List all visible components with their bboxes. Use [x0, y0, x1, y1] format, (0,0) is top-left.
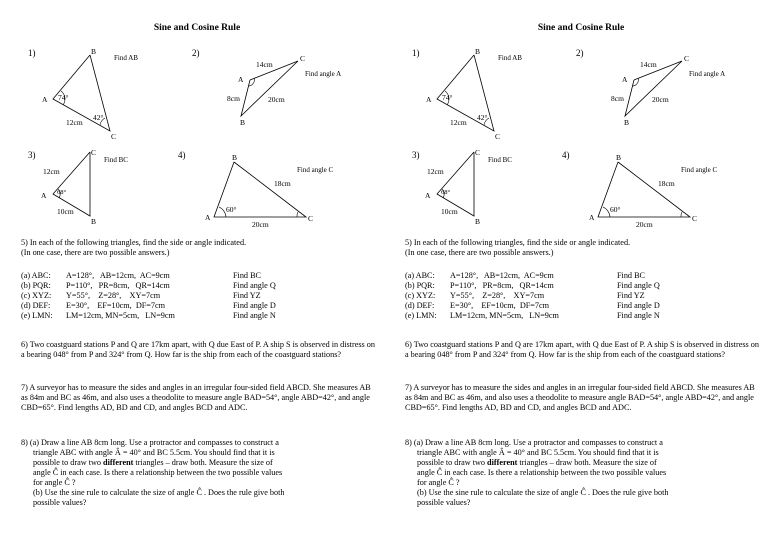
row-given: P=110°, PR=8cm, QR=14cm	[66, 281, 170, 290]
vertex-label-a: A	[426, 95, 432, 104]
vertex-label-b: B	[624, 118, 630, 127]
q8-line: for angle Ĉ ?	[33, 478, 76, 487]
angle-label: 68°	[57, 189, 67, 196]
vertex-label-a: A	[41, 191, 47, 200]
side-label: 18cm	[658, 179, 675, 188]
row-given: E=30°, EF=10cm, DF=7cm	[450, 301, 549, 310]
row-find: Find angle N	[617, 311, 660, 320]
triangle-figure-4	[196, 152, 316, 242]
row-find: Find angle D	[617, 301, 660, 310]
q5-intro	[21, 238, 341, 258]
side-label: 14cm	[256, 60, 273, 69]
q8-line: (b) Use the sine rule to calculate the size of angle Ĉ . Does the rule give both	[417, 488, 669, 497]
row-find: Find BC	[233, 271, 261, 280]
vertex-label-b: B	[240, 118, 246, 127]
figure-3-task: Find BC	[104, 156, 128, 164]
vertex-label-c: C	[308, 214, 314, 223]
vertex-label-c: C	[684, 54, 690, 63]
side-label: 8cm	[227, 94, 240, 103]
worksheet-left	[10, 0, 384, 543]
figure-1-task: Find AB	[498, 54, 522, 62]
row-label: (c) XYZ:	[405, 291, 436, 300]
row-label: (e) LMN:	[405, 311, 437, 320]
side-label: 20cm	[636, 220, 653, 229]
q5-table	[21, 271, 343, 321]
triangle-figure-1	[35, 45, 135, 145]
angle-label: 42°	[477, 113, 488, 122]
angle-label: 60°	[610, 205, 621, 214]
triangle-figure-2	[218, 48, 318, 133]
row-find: Find angle D	[233, 301, 276, 310]
figure-1-number: 1)	[412, 48, 420, 58]
q8-text: triangles – draw both. Measure the size of	[517, 458, 657, 467]
q5-table	[405, 271, 727, 321]
figure-4-number: 4)	[178, 150, 186, 160]
side-label: 12cm	[450, 118, 467, 127]
figure-4-number: 4)	[562, 150, 570, 160]
vertex-label-a: A	[425, 191, 431, 200]
row-given: A=128°, AB=12cm, AC=9cm	[66, 271, 170, 280]
figure-2-task: Find angle A	[689, 70, 726, 78]
row-find: Find YZ	[617, 291, 645, 300]
q5-row	[405, 301, 727, 311]
q5-intro-line: 5) In each of the following triangles, find the side or angle indicated.	[21, 238, 247, 247]
row-find: Find angle N	[233, 311, 276, 320]
q5-row	[405, 311, 727, 321]
figure-3-number: 3)	[28, 150, 36, 160]
side-label: 12cm	[66, 118, 83, 127]
vertex-label-c: C	[91, 148, 97, 157]
vertex-label-a: A	[238, 75, 244, 84]
q8-line: possible values?	[33, 498, 87, 507]
angle-label: 60°	[226, 205, 237, 214]
q5-row	[405, 291, 727, 301]
q8-text: possible to draw two	[33, 458, 104, 467]
figure-1-task: Find AB	[114, 54, 138, 62]
q5-row	[405, 281, 727, 291]
side-label: 12cm	[43, 167, 60, 176]
figure-2-number: 2)	[576, 48, 584, 58]
row-given: LM=12cm, MN=5cm, LN=9cm	[66, 311, 175, 320]
vertex-label-a: A	[622, 75, 628, 84]
row-label: (a) ABC:	[21, 271, 51, 280]
q8-line: angle Ĉ in each case. Is there a relationship between the two possible values	[417, 468, 667, 477]
side-label: 12cm	[427, 167, 444, 176]
q8-line: 8) (a) Draw a line AB 8cm long. Use a protractor and compasses to construct a	[405, 438, 663, 447]
q8-line: possible values?	[417, 498, 471, 507]
row-given: LM=12cm, MN=5cm, LN=9cm	[450, 311, 559, 320]
row-label: (c) XYZ:	[21, 291, 52, 300]
figure-3-number: 3)	[412, 150, 420, 160]
question-7: 7) A surveyor has to measure the sides and angles in an irregular four-sided field ABCD. She measures AB as 84m and BC as 46m, and also uses a theodolite to measure angle BAD=54°, angle ABD=42°, and angle CBD=65°. Find lengths AD, BD and CD, and angles BCD and ADC.	[405, 383, 755, 412]
q8-line: angle Ĉ in each case. Is there a relationship between the two possible values	[33, 468, 283, 477]
q5-row	[21, 281, 343, 291]
q8-line: 8) (a) Draw a line AB 8cm long. Use a protractor and compasses to construct a	[21, 438, 279, 447]
q5-row	[21, 291, 343, 301]
q8-line: (b) Use the sine rule to calculate the size of angle Ĉ . Does the rule give both	[33, 488, 285, 497]
side-label: 20cm	[268, 95, 285, 104]
figure-4-task: Find angle C	[681, 166, 718, 174]
vertex-label-c: C	[692, 214, 698, 223]
row-label: (d) DEF:	[405, 301, 435, 310]
side-label: 10cm	[57, 207, 74, 216]
q8-line	[405, 458, 765, 468]
angle-label: 68°	[441, 189, 451, 196]
vertex-label-c: C	[475, 148, 481, 157]
row-given: A=128°, AB=12cm, AC=9cm	[450, 271, 554, 280]
q8-line	[21, 458, 381, 468]
triangle-figure-2	[602, 48, 702, 133]
row-label: (b) PQR:	[21, 281, 51, 290]
q8-line: triangle ABC with angle Â = 40° and BC 5.5cm. You should find that it is	[33, 448, 275, 457]
row-label: (e) LMN:	[21, 311, 53, 320]
angle-label: 74°	[442, 93, 453, 102]
q8-emphasis: different	[103, 458, 134, 467]
row-given: E=30°, EF=10cm, DF=7cm	[66, 301, 165, 310]
vertex-label-a: A	[42, 95, 48, 104]
q5-intro-line: (In one case, there are two possible answers.)	[405, 248, 554, 257]
angle-label: 74°	[58, 93, 69, 102]
q5-row	[21, 301, 343, 311]
worksheet-title: Sine and Cosine Rule	[153, 23, 241, 33]
question-8	[405, 438, 765, 508]
triangle-figure-4	[580, 152, 700, 242]
q5-row	[405, 271, 727, 281]
triangle-figure-3	[35, 146, 125, 231]
side-label: 8cm	[611, 94, 624, 103]
figure-2-task: Find angle A	[305, 70, 342, 78]
triangle-figure-1	[419, 45, 519, 145]
side-label: 18cm	[274, 179, 291, 188]
q5-intro-line: (In one case, there are two possible answers.)	[21, 248, 170, 257]
q8-text: possible to draw two	[417, 458, 488, 467]
side-label: 20cm	[652, 95, 669, 104]
q5-row	[21, 271, 343, 281]
q5-intro-line: 5) In each of the following triangles, find the side or angle indicated.	[405, 238, 631, 247]
worksheet-title: Sine and Cosine Rule	[537, 23, 625, 33]
side-label: 14cm	[640, 60, 657, 69]
figure-2-number: 2)	[192, 48, 200, 58]
row-label: (d) DEF:	[21, 301, 51, 310]
row-given: P=110°, PR=8cm, QR=14cm	[450, 281, 554, 290]
q8-line: for angle Ĉ ?	[417, 478, 460, 487]
vertex-label-c: C	[495, 132, 501, 141]
vertex-label-c: C	[111, 132, 117, 141]
question-6: 6) Two coastguard stations P and Q are 17km apart, with Q due East of P. A ship S is observed in distress on a bearing 048° from P and 324° from Q. How far is the ship from each of the coastguard stations?	[21, 340, 375, 359]
vertex-label-c: C	[300, 54, 306, 63]
question-6: 6) Two coastguard stations P and Q are 17km apart, with Q due East of P. A ship S is observed in distress on a bearing 048° from P and 324° from Q. How far is the ship from each of the coastguard stations?	[405, 340, 759, 359]
side-label: 20cm	[252, 220, 269, 229]
q8-text: triangles – draw both. Measure the size of	[133, 458, 273, 467]
vertex-label-b: B	[616, 153, 622, 162]
figure-4-task: Find angle C	[297, 166, 334, 174]
row-find: Find angle Q	[617, 281, 660, 290]
row-find: Find BC	[617, 271, 645, 280]
row-find: Find YZ	[233, 291, 261, 300]
vertex-label-a: A	[205, 213, 211, 222]
vertex-label-a: A	[589, 213, 595, 222]
row-label: (b) PQR:	[405, 281, 435, 290]
figure-1-number: 1)	[28, 48, 36, 58]
vertex-label-b: B	[91, 47, 97, 56]
q8-emphasis: different	[487, 458, 518, 467]
vertex-label-b: B	[232, 153, 238, 162]
vertex-label-b: B	[475, 217, 481, 226]
q5-intro	[405, 238, 725, 258]
q8-line: triangle ABC with angle Â = 40° and BC 5.5cm. You should find that it is	[417, 448, 659, 457]
side-label: 10cm	[441, 207, 458, 216]
question-8	[21, 438, 381, 508]
vertex-label-b: B	[475, 47, 481, 56]
row-label: (a) ABC:	[405, 271, 435, 280]
row-find: Find angle Q	[233, 281, 276, 290]
angle-label: 42°	[93, 113, 104, 122]
row-given: Y=55°, Z=28°, XY=7cm	[450, 291, 545, 300]
row-given: Y=55°, Z=28°, XY=7cm	[66, 291, 161, 300]
q5-row	[21, 311, 343, 321]
question-7: 7) A surveyor has to measure the sides and angles in an irregular four-sided field ABCD. She measures AB as 84m and BC as 46m, and also uses a theodolite to measure angle BAD=54°, angle ABD=42°, and angle CBD=65°. Find lengths AD, BD and CD, and angles BCD and ADC.	[21, 383, 371, 412]
triangle-figure-3	[419, 146, 509, 231]
vertex-label-b: B	[91, 217, 97, 226]
figure-3-task: Find BC	[488, 156, 512, 164]
worksheet-right	[394, 0, 768, 543]
